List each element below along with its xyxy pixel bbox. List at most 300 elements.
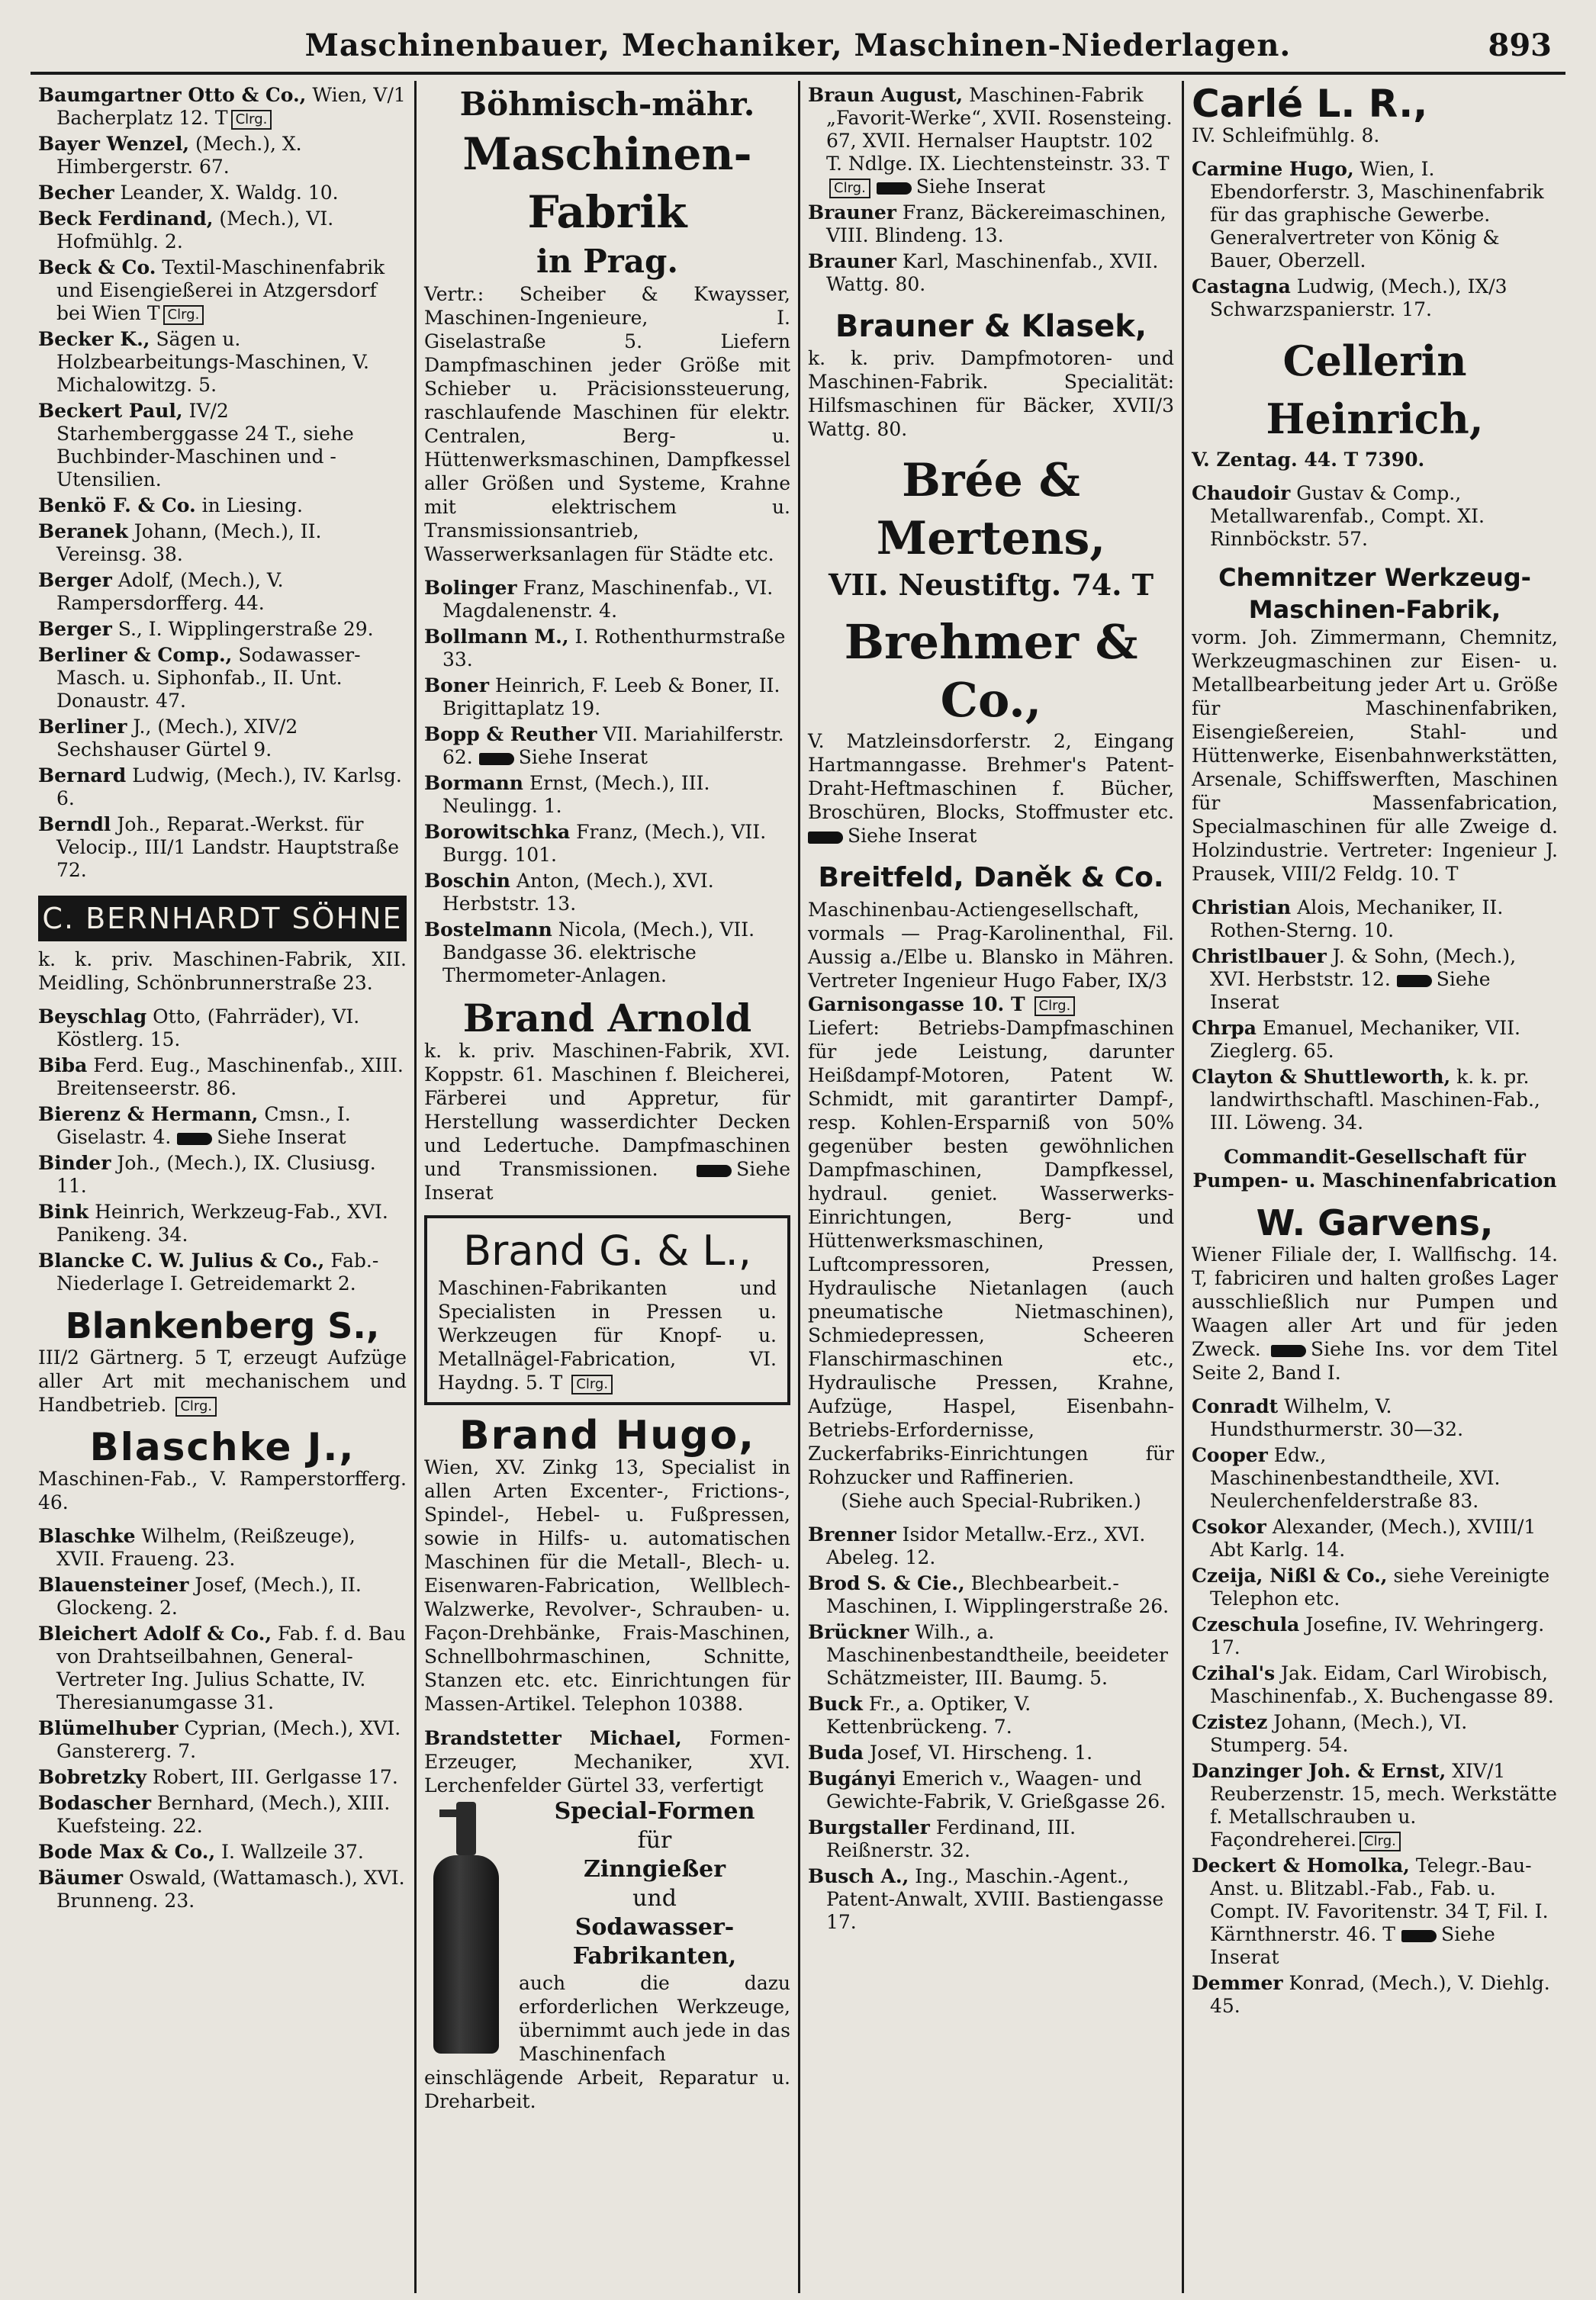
entry-name: Bierenz & Hermann, [38, 1103, 259, 1125]
directory-entry [38, 1574, 407, 1620]
ad-garvens [1192, 1203, 1558, 1385]
ad-title: Brand Hugo, [459, 1413, 755, 1459]
ad-title: Maschinen-Fabrik [462, 128, 752, 238]
entry-text: Heinrich, Werkzeug-Fab., XVI. Panikeng. 34. [56, 1201, 388, 1246]
entry-list [38, 84, 407, 882]
directory-entry [808, 1768, 1174, 1813]
entry-list [808, 84, 1174, 296]
entry-text: Otto, (Fahrräder), VI. Köstlerg. 15. [56, 1005, 360, 1050]
directory-entry [1192, 1662, 1558, 1708]
ad-title: Maschinen-Fabrik, [1248, 595, 1501, 624]
entry-text: Konrad, (Mech.), V. Diehlg. 45. [1210, 1972, 1550, 2017]
directory-entry [38, 1152, 407, 1198]
ad-title: C. BERNHARDT SÖHNE [38, 896, 407, 941]
clearing-badge: Clrg. [829, 179, 870, 198]
entry-name: Busch A., [808, 1865, 909, 1887]
directory-entry [38, 644, 407, 713]
directory-entry [38, 494, 407, 517]
ad-body [438, 1276, 777, 1394]
directory-entry [1192, 158, 1558, 272]
clearing-badge: Clrg. [571, 1375, 613, 1394]
pointing-hand-icon [177, 1133, 212, 1145]
entry-name: Becker K., [38, 328, 150, 350]
entry-name: Beranek [38, 520, 128, 542]
reference: Siehe Inserat [915, 175, 1046, 198]
entry-name: Borowitschka [424, 821, 571, 843]
ad-title: Brand Arnold [462, 996, 752, 1041]
entry-name: Christlbauer [1192, 945, 1327, 967]
entry-name: Chaudoir [1192, 482, 1291, 504]
column-2 [414, 81, 798, 2293]
entry-text: Franz, Maschinenfab., VI. Magdalenenstr. 4. [442, 577, 774, 622]
entry-name: Blancke C. W. Julius & Co., [38, 1250, 325, 1272]
entry-list [38, 1525, 407, 1912]
entry-name: Berndl [38, 813, 111, 835]
entry-text: Johann, (Mech.), VI. Stumperg. 54. [1210, 1711, 1468, 1756]
directory-entry [1192, 275, 1558, 321]
entry-text: (Mech.), VI. Hofmühlg. 2. [56, 207, 334, 253]
entry-text: Adolf, (Mech.), V. Rampersdorfferg. 44. [56, 569, 284, 614]
directory-entry [38, 716, 407, 761]
directory-entry [1192, 1613, 1558, 1659]
entry-text: Oswald, (Wattamasch.), XVI. Brunneng. 23. [56, 1867, 405, 1912]
ad-brand-g-l [424, 1215, 790, 1405]
entry-text: Isidor Metallw.-Erz., XVI. Abeleg. 12. [826, 1523, 1146, 1568]
ad-special-and: und [632, 1885, 677, 1912]
ad-subtitle: VII. Neustiftg. 74. T [829, 568, 1154, 602]
directory-entry [38, 328, 407, 397]
entry-text: Fab.-Niederlage I. Getreidemarkt 2. [56, 1250, 379, 1295]
entry-text: Joh., (Mech.), IX. Clusiusg. 11. [56, 1152, 376, 1197]
ad-carle [1192, 84, 1558, 147]
entry-name: Becher [38, 182, 114, 204]
entry-name: Brauner [808, 250, 896, 272]
pointing-hand-icon [1397, 975, 1432, 987]
pointing-hand-icon [808, 832, 843, 844]
entry-text: Wien, V/1 Bacherplatz 12. T [56, 84, 406, 129]
entry-name: Brod S. & Cie., [808, 1572, 965, 1594]
entry-text: S., I. Wipplingerstraße 29. [117, 618, 374, 640]
entry-name: Bormann [424, 772, 523, 794]
ad-brandstetter [424, 1726, 790, 2113]
entry-name: Buda [808, 1742, 864, 1764]
entry-name: Boner [424, 674, 490, 696]
entry-text: Anton, (Mech.), XVI. Herbststr. 13. [442, 870, 714, 915]
entry-name: Berger [38, 618, 112, 640]
entry-text: Ferd. Eug., Maschinenfab., XIII. Breitenseerstr. 86. [56, 1054, 404, 1099]
entry-name: Bollmann M., [424, 626, 569, 648]
column-4 [1182, 81, 1565, 2293]
entry-text: Nicola, (Mech.), VII. Bandgasse 36. elektrische Thermometer-Anlagen. [442, 918, 755, 986]
directory-entry [38, 256, 407, 325]
entry-text: Cmsn., I. Giselastr. 4. [56, 1103, 351, 1148]
entry-text: Sägen u. Holzbearbeitungs-Maschinen, V. Michalowitzg. 5. [56, 328, 369, 396]
entry-text: Alexander, (Mech.), XVIII/1 Abt Karlg. 14. [1210, 1516, 1536, 1561]
entry-text: I. Rothenthurmstraße 33. [442, 626, 786, 671]
ad-body-text: V. Matzleinsdorferstr. 2, Eingang Hartmanngasse. Brehmer's Patent-Draht-Heftmaschinen f. Bücher, Broschüren, Blocks, Stoffmuster etc. [808, 730, 1174, 823]
pointing-hand-icon [697, 1165, 732, 1177]
directory-entry [38, 207, 407, 253]
clearing-badge: Clrg. [163, 305, 204, 325]
ad-title: Brauner & Klasek, [835, 309, 1147, 344]
ad-cellerin [1192, 332, 1558, 471]
pointing-hand-icon [479, 753, 514, 765]
entry-text: Franz, Bäckereimaschinen, VIII. Blindeng. 13. [826, 201, 1166, 246]
entry-name: Bodascher [38, 1792, 152, 1814]
ad-title: W. Garvens, [1256, 1202, 1494, 1243]
directory-entry [424, 626, 790, 671]
entry-name: Brenner [808, 1523, 896, 1546]
column-1 [31, 81, 414, 2293]
entry-text: Josefine, IV. Wehringerg. 17. [1210, 1613, 1545, 1658]
directory-entry [808, 250, 1174, 296]
entry-name: Castagna [1192, 275, 1291, 298]
entry-text: k. k. pr. landwirthschaftl. Maschinen-Fab., III. Löweng. 34. [1210, 1066, 1540, 1134]
ad-title: Böhmisch-mähr. [459, 85, 755, 123]
entry-text: Joh., Reparat.-Werkst. für Velocip., III/1 Landstr. Hauptstraße 72. [56, 813, 400, 881]
entry-list [1192, 158, 1558, 321]
directory-entry [1192, 1017, 1558, 1063]
entry-name: Blaschke [38, 1525, 136, 1547]
directory-entry [1192, 1711, 1558, 1757]
entry-text: Alois, Mechaniker, II. Rothen-Sterng. 10. [1210, 896, 1504, 941]
entry-name: Beyschlag [38, 1005, 147, 1028]
ad-body-text: k. k. priv. Maschinen-Fabrik, XVI. Koppstr. 61. Maschinen f. Bleicherei, Färberei und Appretur, für Herstellung wasserdichter Decken und Ledertuche. Dampfmaschinen und Transmissionen. [424, 1040, 790, 1180]
directory-entry [808, 84, 1174, 198]
entry-text: (Mech.), X. Himbergerstr. 67. [56, 133, 302, 178]
entry-name: Brauner [808, 201, 896, 224]
ad-title: Cellerin Heinrich, [1266, 336, 1484, 443]
entry-text: XIV/1 Reuberzenstr. 15, mech. Werkstätte f. Metallschrauben u. Façondreherei. [1210, 1760, 1557, 1851]
ad-title: Brehmer & Co., [844, 614, 1138, 728]
entry-text: Johann, (Mech.), II. Vereinsg. 38. [56, 520, 322, 565]
ad-blaschke [38, 1427, 407, 1514]
entry-name: Beckert Paul, [38, 400, 183, 422]
directory-entry [38, 1103, 407, 1149]
entry-text: J. & Sohn, (Mech.), XVI. Herbststr. 12. [1210, 945, 1517, 990]
entry-name: Carmine Hugo, [1192, 158, 1354, 180]
directory-entry [38, 618, 407, 641]
running-header [31, 23, 1565, 75]
directory-entry [808, 1742, 1174, 1764]
reference: Siehe Inserat [217, 1126, 346, 1148]
entry-name: Czihal's [1192, 1662, 1276, 1684]
reference: Siehe Inserat [848, 825, 977, 847]
entry-text: Bernhard, (Mech.), XIII. Kuefsteing. 22. [56, 1792, 391, 1837]
bottle-neck [456, 1802, 476, 1855]
directory-entry [424, 918, 790, 987]
reference: Siehe Inserat [1210, 968, 1491, 1013]
entry-text: Maschinen-Fabrik „Favorit-Werke“, XVII. Rosensteing. 67, XVII. Hernalser Hauptstr. 102 T. Ndlge. IX. Liechtensteinstr. 33. T [826, 84, 1173, 175]
entry-text: Ludwig, (Mech.), IV. Karlsg. 6. [56, 764, 402, 809]
ad-body: k. k. priv. Maschinen-Fabrik, XII. Meidling, Schönbrunnerstraße 23. [38, 948, 407, 994]
ad-title: Brandstetter Michael, [424, 1727, 682, 1749]
entry-name: Beck Ferdinand, [38, 207, 214, 230]
ad-body [38, 1346, 407, 1417]
directory-entry [38, 813, 407, 882]
entry-text: Edw., Maschinenbestandtheile, XVI. Neulerchenfelderstraße 83. [1210, 1444, 1501, 1512]
ad-title: Brand G. & L., [463, 1227, 751, 1275]
directory-entry [1192, 1516, 1558, 1562]
directory-entry [38, 1867, 407, 1912]
ad-body [424, 1039, 790, 1205]
directory-entry [424, 577, 790, 622]
entry-text: Wien, I. Ebendorferstr. 3, Maschinenfabrik für das graphische Gewerbe. Generalvertreter von König & Bauer, Oberzell. [1210, 158, 1544, 272]
entry-name: Brückner [808, 1621, 909, 1643]
ad-body: auch die dazu erforderlichen Werkzeuge, übernimmt auch jede in das Maschinenfach einschlägende Arbeit, Reparatur u. Dreharbeit. [424, 1972, 790, 2112]
directory-entry [1192, 1565, 1558, 1610]
ad-title: Chemnitzer Werkzeug- [1218, 563, 1531, 592]
entry-text: Karl, Maschinenfab., XVII. Wattg. 80. [826, 250, 1159, 295]
reference: Siehe Inserat [1210, 1923, 1495, 1968]
entry-name: Bopp & Reuther [424, 723, 597, 745]
siphon-bottle-illustration [424, 1802, 508, 2054]
entry-name: Beck & Co. [38, 256, 156, 278]
entry-text: Wilhelm, (Reißzeuge), XVII. Fraueng. 23. [56, 1525, 356, 1570]
ad-body: vorm. Joh. Zimmermann, Chemnitz, Werkzeugmaschinen zur Eisen- u. Metallbearbeitung jeder Art u. Größe für Maschinenfabriken, Eisengießereien, Stahl- und Hüttenwerke, Eisenbahnwerkstätten, Arsenale, Schiffswerften, Maschinen für Massenfabrication, Specialmaschinen für alle Zweige d. Holzindustrie. Vertreter: Ingenieur J. Prausek, VIII/2 Feldg. 10. T [1192, 626, 1558, 885]
entry-name: Clayton & Shuttleworth, [1192, 1066, 1451, 1088]
bottle-body [433, 1855, 499, 2054]
ad-title: Brée & Mertens, [876, 454, 1106, 565]
pointing-hand-icon [1271, 1345, 1306, 1357]
ad-special-forms: Special-Formen [554, 1798, 755, 1825]
ad-body: V. Zentag. 44. T 7390. [1192, 449, 1425, 471]
entry-name: Bernard [38, 764, 127, 787]
directory-entry [38, 1005, 407, 1051]
entry-name: Chrpa [1192, 1017, 1257, 1039]
entry-name: Bode Max & Co., [38, 1841, 216, 1863]
entry-name: Danzinger Joh. & Ernst, [1192, 1760, 1446, 1782]
ad-body [808, 729, 1174, 848]
directory-entry [38, 1250, 407, 1295]
entry-text: Josef, (Mech.), II. Glockeng. 2. [56, 1574, 362, 1619]
directory-entry [808, 1621, 1174, 1690]
entry-name: Bugányi [808, 1768, 896, 1790]
ad-body: Vertr.: Scheiber & Kwaysser, Maschinen-Ingenieure, I. Giselastraße 5. Liefern Dampfmaschinen jeder Größe mit Schieber u. Präcisionssteuerung, raschlaufende Maschinen für elektr. Centralen, Berg- u. Hüttenwerksmaschinen, Dampfkessel aller Größen und Systeme, Krahne mit elektrischem u. Transmissionsantrieb, Wasserwerksanlagen für Städte etc. [424, 283, 790, 565]
entry-list [808, 1523, 1174, 1934]
entry-name: Bobretzky [38, 1766, 146, 1788]
columns [31, 81, 1565, 2293]
entry-text: siehe Vereinigte Telephon etc. [1210, 1565, 1550, 1610]
directory-entry [1192, 945, 1558, 1014]
entry-text: Blechbearbeit.-Maschinen, I. Wipplingerstraße 26. [826, 1572, 1170, 1617]
ad-brand-hugo [424, 1413, 790, 1716]
entry-name: Bäumer [38, 1867, 124, 1889]
directory-entry [808, 1816, 1174, 1862]
entry-name: Baumgartner Otto & Co., [38, 84, 307, 106]
directory-entry [808, 1572, 1174, 1618]
entry-text: Gustav & Comp., Metallwarenfab., Compt. XI. Rinnböckstr. 57. [1210, 482, 1485, 550]
pointing-hand-icon [877, 182, 912, 195]
entry-name: Czeschula [1192, 1613, 1300, 1636]
directory-entry [1192, 1444, 1558, 1513]
directory-entry [38, 182, 407, 204]
entry-name: Biba [38, 1054, 88, 1076]
ad-body [1192, 1243, 1558, 1385]
entry-name: Blauensteiner [38, 1574, 189, 1596]
ad-body-text: Wiener Filiale der, I. Wallfischg. 14. T, fabriciren und halten großes Lager ausschließlich nur Pumpen und Waagen aller Art und für jeden Zweck. [1192, 1243, 1558, 1360]
entry-text: Wilhelm, V. Hundsthurmerstr. 30—32. [1210, 1395, 1464, 1440]
reference: Siehe Ins. vor dem Titel Seite 2, Band I. [1192, 1338, 1558, 1384]
entry-name: Bolinger [424, 577, 517, 599]
entry-name: Berger [38, 569, 112, 591]
entry-text: Leander, X. Waldg. 10. [120, 182, 339, 204]
entry-text: Heinrich, F. Leeb & Boner, II. Brigittaplatz 19. [442, 674, 780, 719]
ad-bernhardt [38, 896, 407, 995]
directory-entry [38, 1841, 407, 1864]
ad-body: Wien, XV. Zinkg 13, Specialist in allen Arten Excenter-, Frictions-, Spindel-, Hebel- u. Fußpressen, sowie in Hilfs- u. automatischen Maschinen für die Metall-, Blech- u. Eisenwaren-Fabrication, Wellblech-Walzwerke, Revolver-, Schrauben- u. Façon-Drehbänke, Frais-Maschinen, Schnellbohrmaschinen, Schnitte, Stanzen etc. etc. Einrichtungen für Massen-Artikel. Telephon 10388. [424, 1456, 790, 1715]
entry-text: Cyprian, (Mech.), XVI. Ganstererg. 7. [56, 1717, 401, 1762]
entry-name: Blümelhuber [38, 1717, 179, 1739]
entry-text: Fab. f. d. Bau von Drahtseilbahnen, General-Vertreter Ing. Julius Schatte, IV. Theresianumgasse 31. [56, 1623, 407, 1713]
directory-entry [38, 1766, 407, 1789]
ad-special-for: für [637, 1827, 672, 1854]
ad-special-soda: Sodawasser-Fabrikanten, [572, 1914, 737, 1970]
ad-chemnitzer [1192, 561, 1558, 886]
entry-text: Ferdinand, III. Reißnerstr. 32. [826, 1816, 1076, 1861]
entry-name: Christian [1192, 896, 1292, 918]
entry-name: Benkö F. & Co. [38, 494, 196, 516]
entry-text: Textil-Maschinenfabrik und Eisengießerei in Atzgersdorf bei Wien T [56, 256, 385, 324]
entry-list [1192, 896, 1558, 1134]
ad-brehmer [808, 613, 1174, 848]
entry-text: Franz, (Mech.), VII. Burgg. 101. [442, 821, 767, 866]
ad-special-pewterers: Zinngießer [583, 1856, 726, 1883]
ad-title: Blaschke J., [89, 1425, 356, 1469]
ad-blankenberg [38, 1306, 407, 1417]
ad-commandit [1192, 1145, 1558, 1192]
directory-entry [38, 1792, 407, 1838]
ad-breitfeld-danek [808, 858, 1174, 1513]
ad-body-text: Maschinen-Fabrikanten und Specialisten in Pressen u. Werkzeugen für Knopf- u. Metallnägel-Fabrication, VI. Haydng. 5. T [438, 1277, 777, 1394]
directory-entry [38, 1623, 407, 1714]
ad-body [424, 1726, 790, 1797]
entry-name: Czistez [1192, 1711, 1268, 1733]
column-3 [798, 81, 1182, 2293]
directory-entry [424, 772, 790, 818]
ad-body: IV. Schleifmühlg. 8. [1192, 124, 1380, 146]
directory-entry [424, 821, 790, 867]
clearing-badge: Clrg. [1359, 1832, 1401, 1851]
ad-body: k. k. priv. Dampfmotoren- und Maschinen-Fabrik. Specialität: Hilfsmaschinen für Bäcker, XVII/3 Wattg. 80. [808, 347, 1174, 440]
entry-name: Deckert & Homolka, [1192, 1854, 1410, 1877]
pointing-hand-icon [1401, 1930, 1437, 1942]
reference: Siehe Inserat [424, 1158, 790, 1204]
entry-list [1192, 482, 1558, 551]
entry-text: VII. Mariahilferstr. 62. [442, 723, 784, 768]
ad-title: Breitfeld, Daněk & Co. [818, 862, 1164, 893]
directory-entry [38, 1525, 407, 1571]
entry-name: Conradt [1192, 1395, 1279, 1417]
ad-body-text: III/2 Gärtnerg. 5 T, erzeugt Aufzüge aller Art mit mechanischem und Handbetrieb. [38, 1346, 407, 1416]
entry-name: Bleichert Adolf & Co., [38, 1623, 272, 1645]
entry-name: Buck [808, 1693, 863, 1715]
directory-entry [808, 1523, 1174, 1569]
entry-name: Berliner [38, 716, 127, 738]
entry-name: Bayer Wenzel, [38, 133, 190, 155]
page-title: Maschinenbauer, Mechaniker, Maschinen-Niederlagen. [304, 27, 1292, 63]
entry-list [1192, 1395, 1558, 2018]
entry-text: Fr., a. Optiker, V. Kettenbrückeng. 7. [826, 1693, 1031, 1738]
entry-name: Demmer [1192, 1972, 1283, 1994]
directory-entry [1192, 1066, 1558, 1134]
directory-entry [38, 1054, 407, 1100]
entry-name: Boschin [424, 870, 510, 892]
directory-entry [38, 764, 407, 810]
clearing-badge: Clrg. [1035, 996, 1076, 1016]
entry-name: Czeija, Nißl & Co., [1192, 1565, 1388, 1587]
directory-entry [808, 1865, 1174, 1934]
directory-entry [38, 520, 407, 566]
entry-text: Sodawasser-Masch. u. Siphonfab., II. Unt. Donaustr. 47. [56, 644, 361, 712]
directory-entry [38, 400, 407, 491]
page-number: 893 [1488, 27, 1552, 63]
entry-name: Csokor [1192, 1516, 1266, 1538]
ad-address [808, 992, 1174, 1016]
directory-entry [1192, 1972, 1558, 2018]
directory-entry [1192, 1854, 1558, 1969]
ad-boehmisch-maehr [424, 84, 790, 566]
ad-note: (Siehe auch Special-Rubriken.) [841, 1490, 1141, 1512]
directory-entry [38, 133, 407, 179]
ad-brand-arnold [424, 998, 790, 1205]
directory-entry [38, 1201, 407, 1247]
entry-text: in Liesing. [201, 494, 303, 516]
entry-name: Berliner & Comp., [38, 644, 233, 666]
entry-name: Bostelmann [424, 918, 552, 941]
directory-entry [424, 674, 790, 720]
directory-entry [424, 870, 790, 915]
entry-name: Bink [38, 1201, 89, 1223]
ad-title: Carlé L. R., [1192, 82, 1428, 126]
ad-bree-mertens [808, 452, 1174, 603]
entry-text: Telegr.-Bau-Anst. u. Blitzabl.-Fab., Fab. u. Compt. IV. Favoritenstr. 34 T, Fil. I. Kärnthnerstr. 46. T [1210, 1854, 1549, 1945]
entry-list [38, 1005, 407, 1295]
entry-list [424, 577, 790, 987]
directory-entry [1192, 896, 1558, 942]
clearing-badge: Clrg. [175, 1397, 217, 1417]
entry-text: I. Wallzeile 37. [221, 1841, 364, 1863]
entry-text: Emerich v., Waagen- und Gewichte-Fabrik, V. Grießgasse 26. [826, 1768, 1166, 1813]
entry-name: Cooper [1192, 1444, 1268, 1466]
directory-entry [424, 723, 790, 769]
reference: Siehe Inserat [518, 746, 648, 768]
directory-entry [808, 1693, 1174, 1739]
entry-text: Josef, VI. Hirscheng. 1. [869, 1742, 1093, 1764]
entry-text: Jak. Eidam, Carl Wirobisch, Maschinenfab., X. Buchengasse 89. [1210, 1662, 1554, 1707]
ad-title: Blankenberg S., [65, 1305, 380, 1346]
entry-text: J., (Mech.), XIV/2 Sechshauser Gürtel 9. [56, 716, 298, 761]
ad-body: Commandit-Gesellschaft für Pumpen- u. Maschinenfabrication [1192, 1146, 1557, 1192]
entry-text: Ernst, (Mech.), III. Neulingg. 1. [442, 772, 710, 817]
directory-entry [1192, 1395, 1558, 1441]
directory-entry [38, 1717, 407, 1763]
directory-entry [808, 201, 1174, 247]
ad-brauner-klasek [808, 307, 1174, 441]
directory-entry [1192, 1760, 1558, 1851]
ad-address-text: Garnisongasse 10. T [808, 993, 1025, 1015]
entry-name: Braun August, [808, 84, 964, 106]
entry-text: Emanuel, Mechaniker, VII. Zieglerg. 65. [1210, 1017, 1520, 1062]
entry-name: Binder [38, 1152, 111, 1174]
directory-entry [38, 84, 407, 130]
ad-title: in Prag. [536, 243, 679, 280]
ad-body: Liefert: Betriebs-Dampfmaschinen für jede Leistung, darunter Heißdampf-Motoren, Patent W. Schmidt, mit garantirter Dampf-, resp. Kohlen-Ersparniß von 50% gegenüber besten gewöhnlichen Dampfmaschinen, Dampfkessel, hydraul. geniet. Wasserwerks-Einrichtungen, Berg- und Hüttenwerksmaschinen, Luftcompressoren, Pressen, Hydraulische Nietanlagen (auch pneumatische Nietmaschinen), Schmiedepressen, Scheeren Flanschirmaschinen etc., Hydraulische Pressen, Krahne, Aufzüge, Haspel, Eisenbahn-Betriebs-Erfordernisse, Zuckerfabriks-Einrichtungen für Rohzucker und Raffinerien. [808, 1017, 1174, 1488]
clearing-badge: Clrg. [231, 110, 272, 130]
directory-entry [1192, 482, 1558, 551]
entry-text: Robert, III. Gerlgasse 17. [152, 1766, 398, 1788]
entry-name: Burgstaller [808, 1816, 930, 1838]
